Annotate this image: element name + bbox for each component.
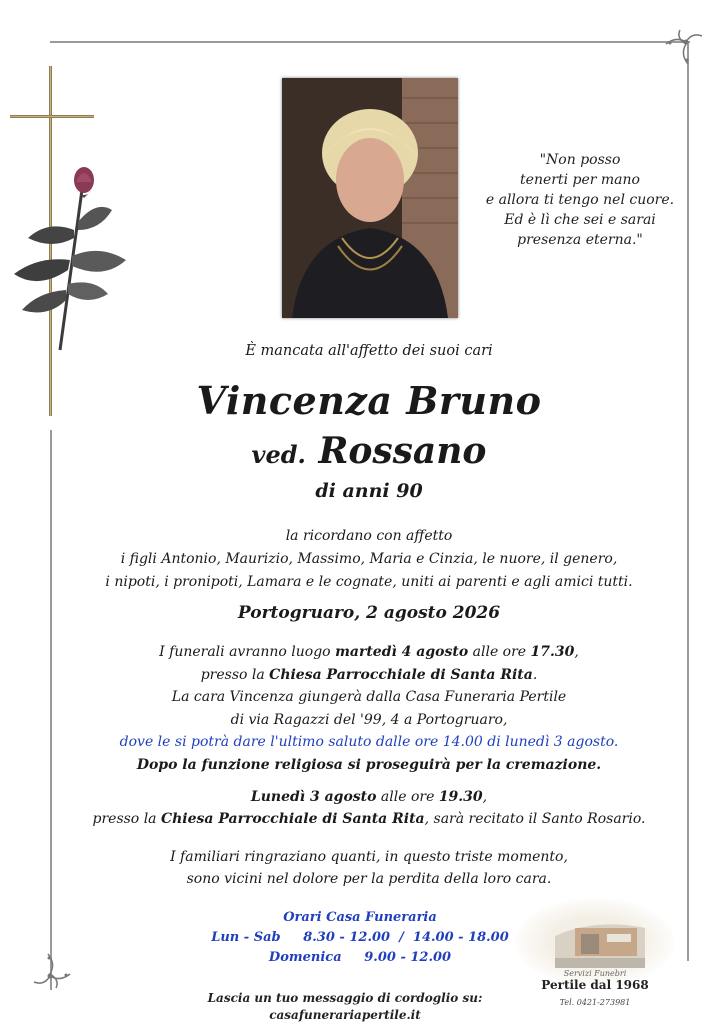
funeral-text: presso la xyxy=(200,666,270,683)
funeral-home-hours xyxy=(205,908,515,968)
rose-icon xyxy=(8,160,132,360)
funeral-line xyxy=(50,664,688,687)
hours-weekdays: Lun - Sab 8.30 - 12.00 / 14.00 - 18.00 xyxy=(211,930,509,945)
funeral-church: Chiesa Parrocchiale di Santa Rita xyxy=(269,666,533,683)
rosary-church: Chiesa Parrocchiale di Santa Rita xyxy=(160,811,425,827)
rosary-text: alle ore xyxy=(376,789,439,805)
married-name: Rossano xyxy=(318,430,487,472)
hours-title: Orari Casa Funeraria xyxy=(283,910,437,925)
quote-line: e allora ti tengo nel cuore. xyxy=(485,192,675,208)
funeral-line xyxy=(50,641,688,664)
funeral-home-logo xyxy=(515,898,675,1020)
quote-line: Ed è lì che sei e sarai xyxy=(504,212,656,228)
deceased-name: Vincenza Bruno xyxy=(196,378,542,423)
rosary-date: Lunedì 3 agosto xyxy=(250,789,377,805)
intro-text: È mancata all'affetto dei suoi cari xyxy=(245,343,493,359)
funeral-line: di via Ragazzi del '99, 4 a Portogruaro, xyxy=(230,711,508,728)
funeral-time: 17.30 xyxy=(530,644,575,660)
rosary-line xyxy=(50,786,688,808)
ornament-bottom-left-icon xyxy=(30,948,74,992)
funeral-line: La cara Vincenza giungerà dalla Casa Funeraria Pertile xyxy=(171,689,567,705)
age-text: di anni 90 xyxy=(315,480,423,502)
funeral-text: alle ore xyxy=(468,644,531,660)
quote-line: presenza eterna." xyxy=(517,232,643,248)
funeral-text: I funerali avranno luogo xyxy=(159,644,336,660)
funeral-date: martedì 4 agosto xyxy=(335,644,469,660)
ornament-top-right-icon xyxy=(662,26,706,70)
rosary-details xyxy=(50,786,688,830)
quote-line: "Non posso xyxy=(539,152,621,168)
thanks-line: I familiari ringraziano quanti, in questo triste momento, xyxy=(170,849,568,865)
logo-phone: Tel. 0421-273981 xyxy=(559,998,631,1007)
frame-top xyxy=(50,41,690,43)
relatives-line: i nipoti, i pronipoti, Lamara e le cognate, uniti ai parenti e agli amici tutti. xyxy=(105,574,633,590)
married-name-line xyxy=(50,430,688,472)
thanks-line: sono vicini nel dolore per la perdita della loro cara. xyxy=(186,871,552,887)
relatives-block xyxy=(50,525,688,594)
hours-sunday: Domenica 9.00 - 12.00 xyxy=(268,950,452,965)
rosary-text: , xyxy=(482,789,488,805)
funeral-details xyxy=(50,641,688,776)
memorial-quote xyxy=(470,150,690,250)
rosary-text: , sarà recitato il Santo Rosario. xyxy=(424,811,646,827)
thanks-block xyxy=(50,846,688,890)
cremation-line: Dopo la funzione religiosa si proseguirà per la cremazione. xyxy=(136,756,602,773)
rosary-time: 19.30 xyxy=(438,789,483,805)
condolence-link[interactable]: casafunerariapertile.it xyxy=(269,1008,421,1022)
relatives-line: i figli Antonio, Maurizio, Massimo, Maria e Cinzia, le nuore, il genero, xyxy=(120,551,618,567)
visitation-line: dove le si potrà dare l'ultimo saluto dalle ore 14.00 di lunedì 3 agosto. xyxy=(119,734,619,750)
cross-horizontal xyxy=(10,115,94,118)
quote-line: tenerti per mano xyxy=(520,172,640,188)
ved-prefix: ved. xyxy=(251,440,306,469)
logo-subtitle: Servizi Funebri xyxy=(563,969,627,978)
relatives-line: la ricordano con affetto xyxy=(285,528,453,544)
condolence-message xyxy=(185,990,505,1024)
logo-name: Pertile dal 1968 xyxy=(541,978,649,992)
place-date: Portogruaro, 2 agosto 2026 xyxy=(237,603,501,623)
rosary-text: presso la xyxy=(92,811,161,827)
funeral-text: . xyxy=(532,666,538,683)
portrait-photo xyxy=(282,78,458,318)
funeral-text: , xyxy=(574,644,579,660)
condolence-text: Lascia un tuo messaggio di cordoglio su: xyxy=(207,991,483,1005)
rosary-line xyxy=(50,808,688,830)
